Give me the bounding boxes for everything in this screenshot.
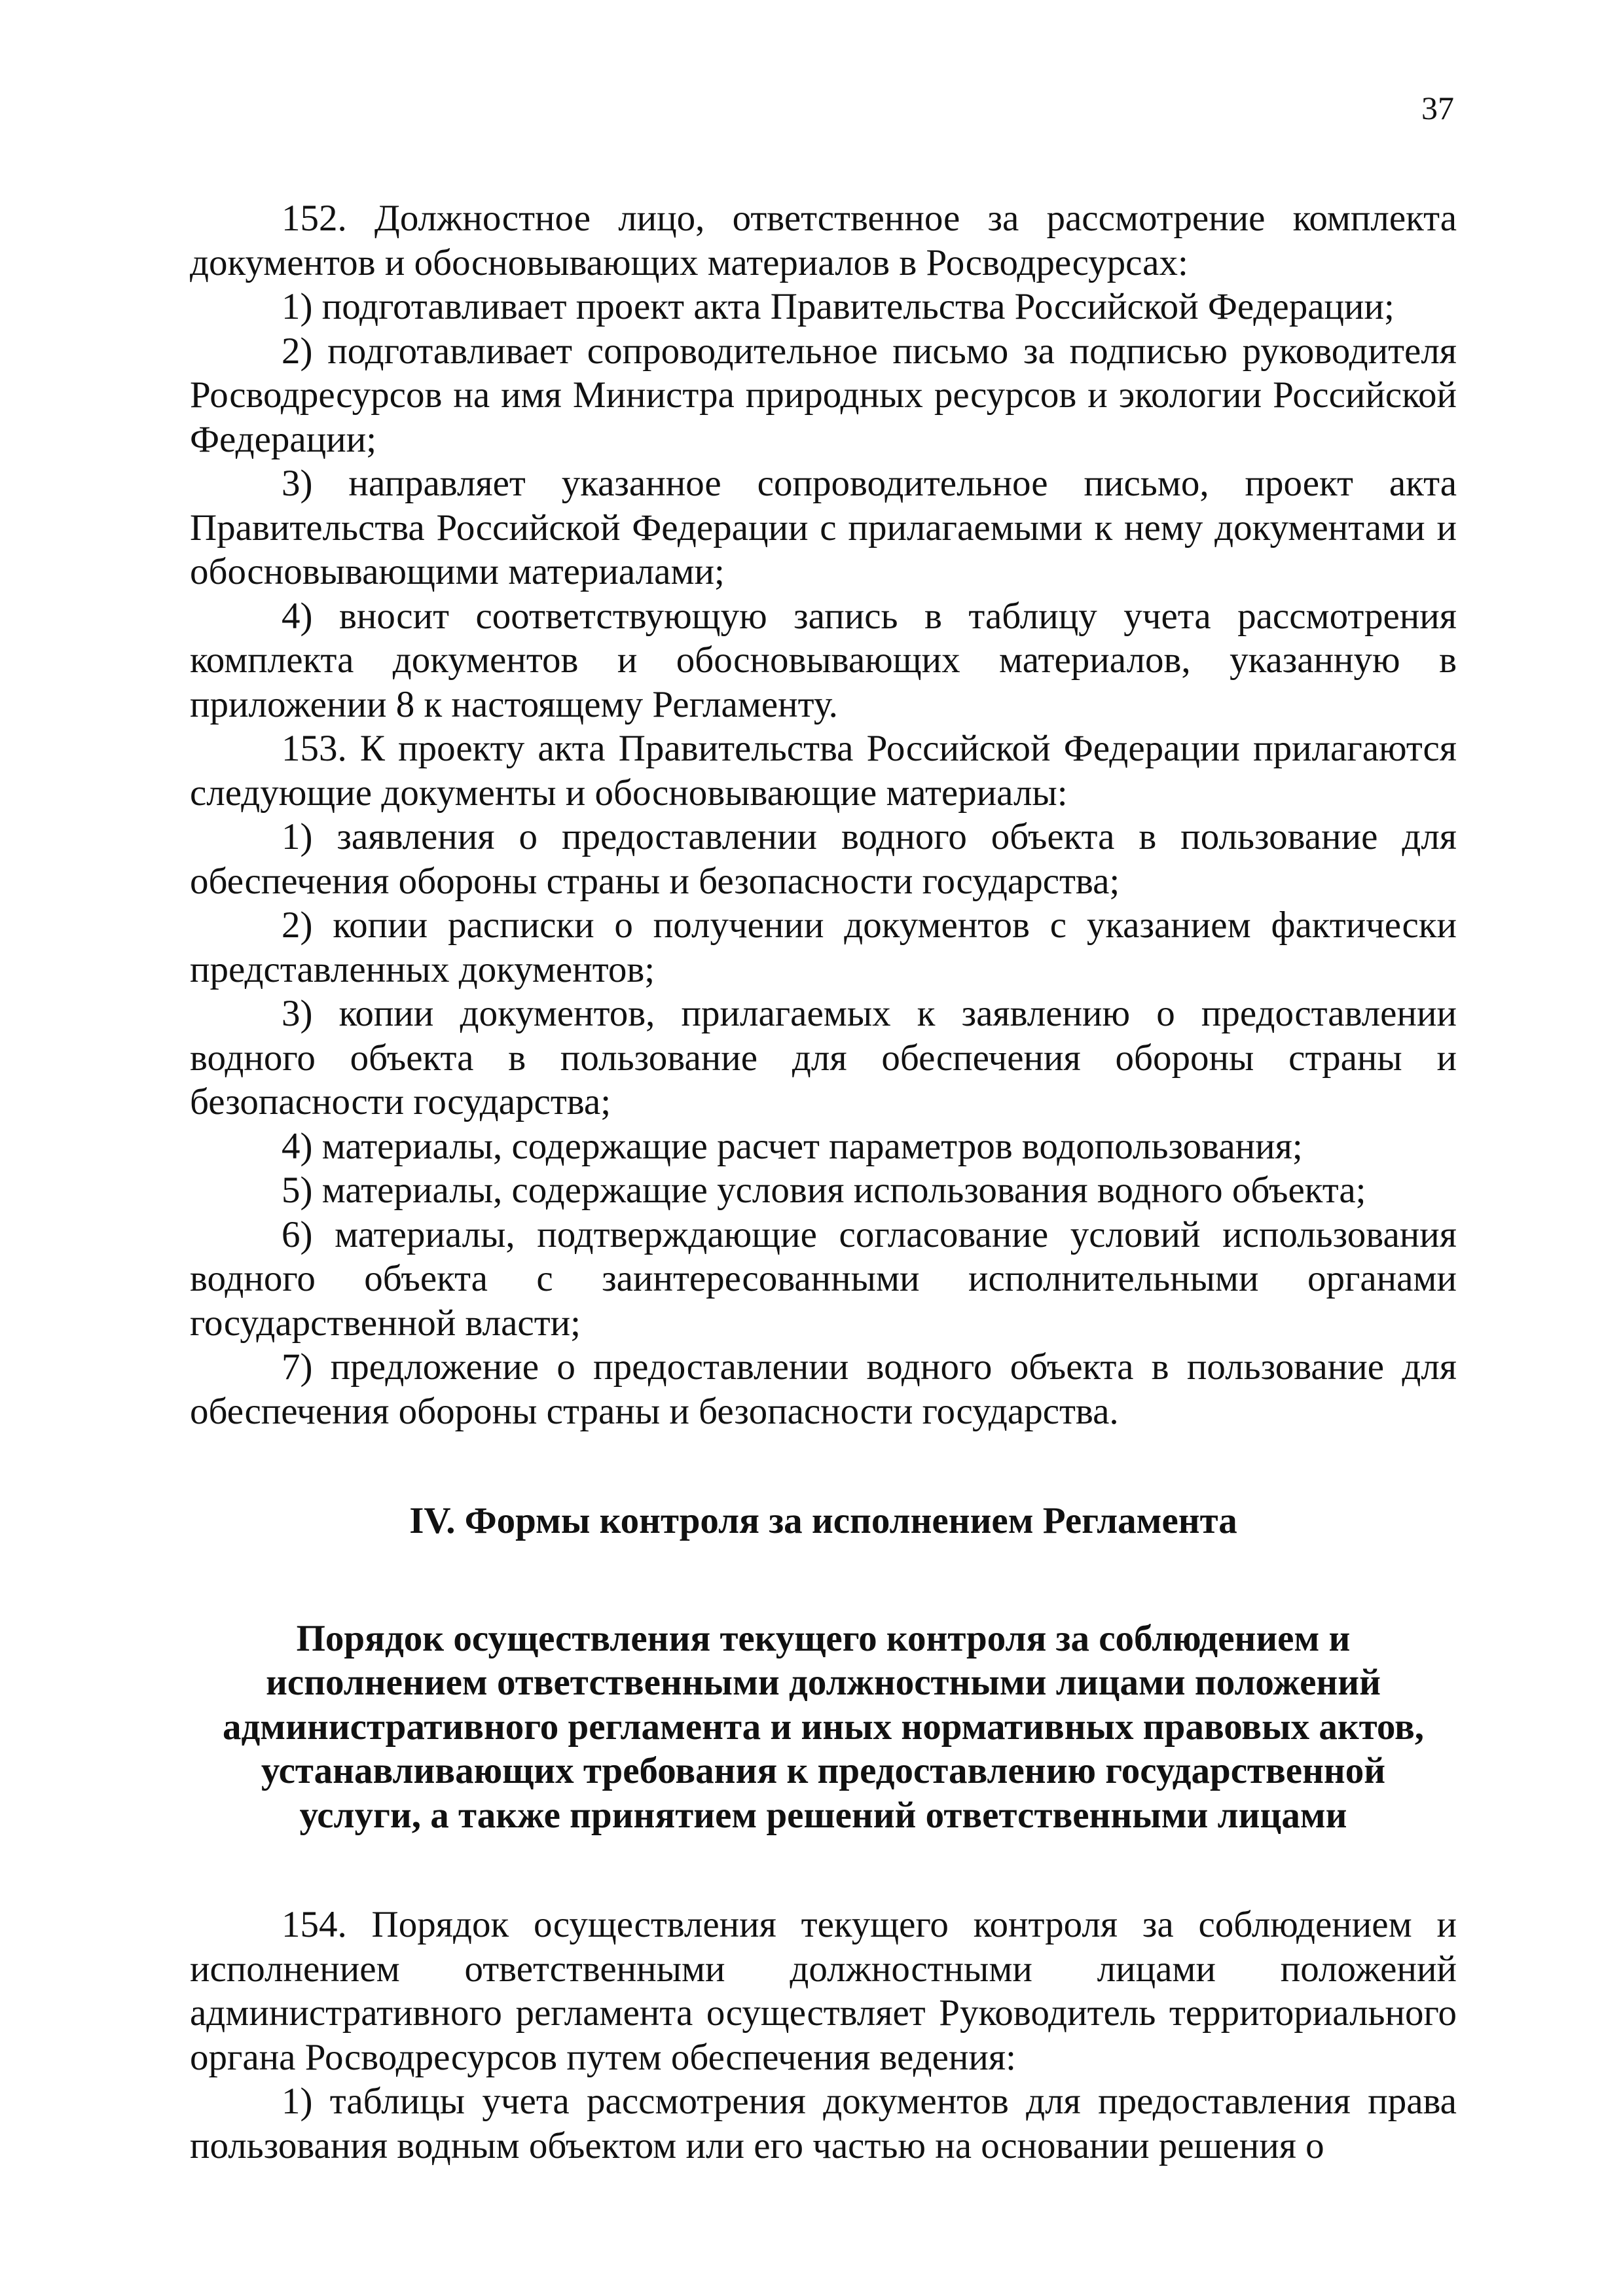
list-item: 3) копии документов, прилагаемых к заявлению о предоставлении водного объекта в пользование для обеспечения обороны страны и безопасности государства; xyxy=(190,993,1457,1122)
list-item: 2) подготавливает сопроводительное письмо за подписью руководителя Росводресурсов на имя Министра природных ресурсов и экологии Российской Федерации; xyxy=(190,330,1457,460)
list-item: 3) направляет указанное сопроводительное письмо, проект акта Правительства Российской Федерации с прилагаемыми к нему документами и обосновывающими материалами; xyxy=(190,463,1457,592)
list-item: 1) подготавливает проект акта Правительства Российской Федерации; xyxy=(282,286,1395,327)
paragraph-154: 154. Порядок осуществления текущего контроля за соблюдением и исполнением ответственными должностными лицами положений административного регламента осуществляет Руководитель территориального органа Росводресурсов путем обеспечения ведения: xyxy=(190,1904,1457,2078)
list-item: 1) таблицы учета рассмотрения документов для предоставления права пользования водным объектом или его частью на основании решения о xyxy=(190,2081,1457,2166)
paragraph-153: 153. К проекту акта Правительства Российской Федерации прилагаются следующие документы и обосновывающие материалы: xyxy=(190,728,1457,814)
list-item: 4) вносит соответствующую запись в таблицу учета рассмотрения комплекта документов и обосновывающих материалов, указанную в приложении 8 к настоящему Регламенту. xyxy=(190,595,1457,725)
page-number: 37 xyxy=(1421,90,1454,126)
list-item: 2) копии расписки о получении документов с указанием фактически представленных документов; xyxy=(190,905,1457,990)
section-title: IV. Формы контроля за исполнением Регламента xyxy=(409,1500,1237,1541)
list-item: 6) материалы, подтверждающие согласование условий использования водного объекта с заинтересованными исполнительными органами государственной власти; xyxy=(190,1213,1457,1344)
paragraph-152: 152. Должностное лицо, ответственное за рассмотрение комплекта документов и обосновывающих материалов в Росводресурсах: xyxy=(190,198,1457,283)
list-item: 4) материалы, содержащие расчет параметров водопользования; xyxy=(282,1125,1303,1167)
document-body xyxy=(190,196,1457,2168)
subheading: Порядок осуществления текущего контроля за соблюдением и исполнением ответственными должностными лицами положений административного регламента и иных нормативных правовых актов, устанавливающих требования к предоставлению государственной услуги, а также принятием решений ответственными лицами xyxy=(222,1617,1425,1836)
list-item: 5) материалы, содержащие условия использования водного объекта; xyxy=(282,1170,1366,1211)
list-item: 1) заявления о предоставлении водного объекта в пользование для обеспечения обороны страны и безопасности государства; xyxy=(190,816,1457,902)
list-item: 7) предложение о предоставлении водного объекта в пользование для обеспечения обороны страны и безопасности государства. xyxy=(190,1346,1457,1432)
